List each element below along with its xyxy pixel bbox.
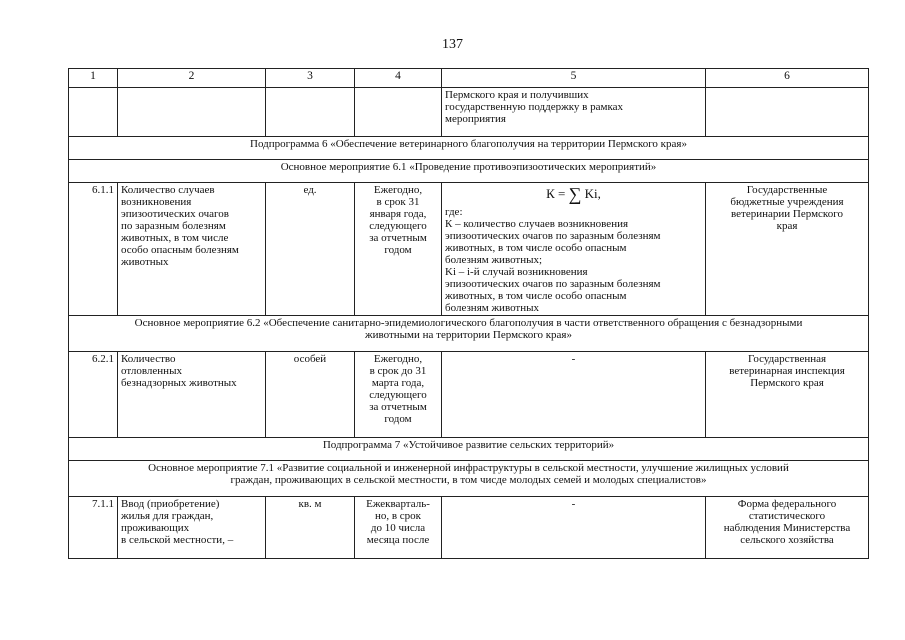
subprogram-7-row	[69, 438, 869, 461]
indicator-name: Ввод (приобретение) жилья для граждан, проживающих в сельской местности, –	[118, 497, 266, 559]
indicator-name: Количество отловленных безнадзорных животных	[118, 352, 266, 438]
activity-7-1-title: Основное мероприятие 7.1 «Развитие социальной и инженерной инфраструктуры в сельской местности, улучшение жилищных условий граждан, проживающих в сельской местности, в том чисде молодых семей и молодых специалистов»	[69, 461, 869, 497]
indicators-table	[68, 68, 869, 559]
calculation-method: К = ∑ Ki, где: К – количество случаев возникновения эпизоотических очагов по заразным болезням животных, в том числе особо опасным болезням животных; Ki – i-й случай возникновения эпизоотических очагов по заразным болезням животных, в том числе особо опасным болезням животных	[442, 183, 706, 316]
continuation-row	[69, 88, 869, 137]
table-row	[69, 352, 869, 438]
period: Ежегодно, в срок до 31 марта года, следующего за отчетным годом	[355, 352, 442, 438]
header-col-3: 3	[266, 69, 355, 88]
unit: кв. м	[266, 497, 355, 559]
calculation-method: -	[442, 497, 706, 559]
formula: К = ∑ Ki,	[546, 184, 601, 204]
activity-6-2-row	[69, 316, 869, 352]
subprogram-6-row	[69, 137, 869, 160]
responsible: Государственные бюджетные учреждения ветеринарии Пермского края	[706, 183, 869, 316]
table-header-row	[69, 69, 869, 88]
period: Ежегодно, в срок 31 января года, следующего за отчетным годом	[355, 183, 442, 316]
header-col-4: 4	[355, 69, 442, 88]
continuation-method-cell: Пермского края и получивших государственную поддержку в рамках мероприятия	[442, 88, 706, 137]
unit: особей	[266, 352, 355, 438]
activity-6-2-title: Основное мероприятие 6.2 «Обеспечение санитарно-эпидемиологического благополучия в части ответственного обращения с безнадзорными животными на территории Пермского края»	[69, 316, 869, 352]
responsible: Государственная ветеринарная инспекция Пермского края	[706, 352, 869, 438]
sum-sign-icon: ∑	[568, 184, 582, 204]
header-col-5: 5	[442, 69, 706, 88]
header-col-1: 1	[69, 69, 118, 88]
activity-6-1-row	[69, 160, 869, 183]
table-row	[69, 497, 869, 559]
activity-7-1-row	[69, 461, 869, 497]
responsible: Форма федерального статистического наблюдения Министерства сельского хозяйства	[706, 497, 869, 559]
page-number: 137	[442, 37, 463, 52]
period: Ежекварталь- но, в срок до 10 числа месяца после	[355, 497, 442, 559]
row-number: 6.1.1	[69, 183, 118, 316]
header-col-6: 6	[706, 69, 869, 88]
row-number: 6.2.1	[69, 352, 118, 438]
activity-6-1-title: Основное мероприятие 6.1 «Проведение противоэпизоотических мероприятий»	[69, 160, 869, 183]
row-number: 7.1.1	[69, 497, 118, 559]
table-row	[69, 183, 869, 316]
subprogram-7-title: Подпрограмма 7 «Устойчивое развитие сельских территорий»	[69, 438, 869, 461]
unit: ед.	[266, 183, 355, 316]
calculation-method: -	[442, 352, 706, 438]
header-col-2: 2	[118, 69, 266, 88]
subprogram-6-title: Подпрограмма 6 «Обеспечение ветеринарного благополучия на территории Пермского края»	[69, 137, 869, 160]
indicator-name: Количество случаев возникновения эпизоотических очагов по заразным болезням животных, в том числе особо опасным болезням животных	[118, 183, 266, 316]
